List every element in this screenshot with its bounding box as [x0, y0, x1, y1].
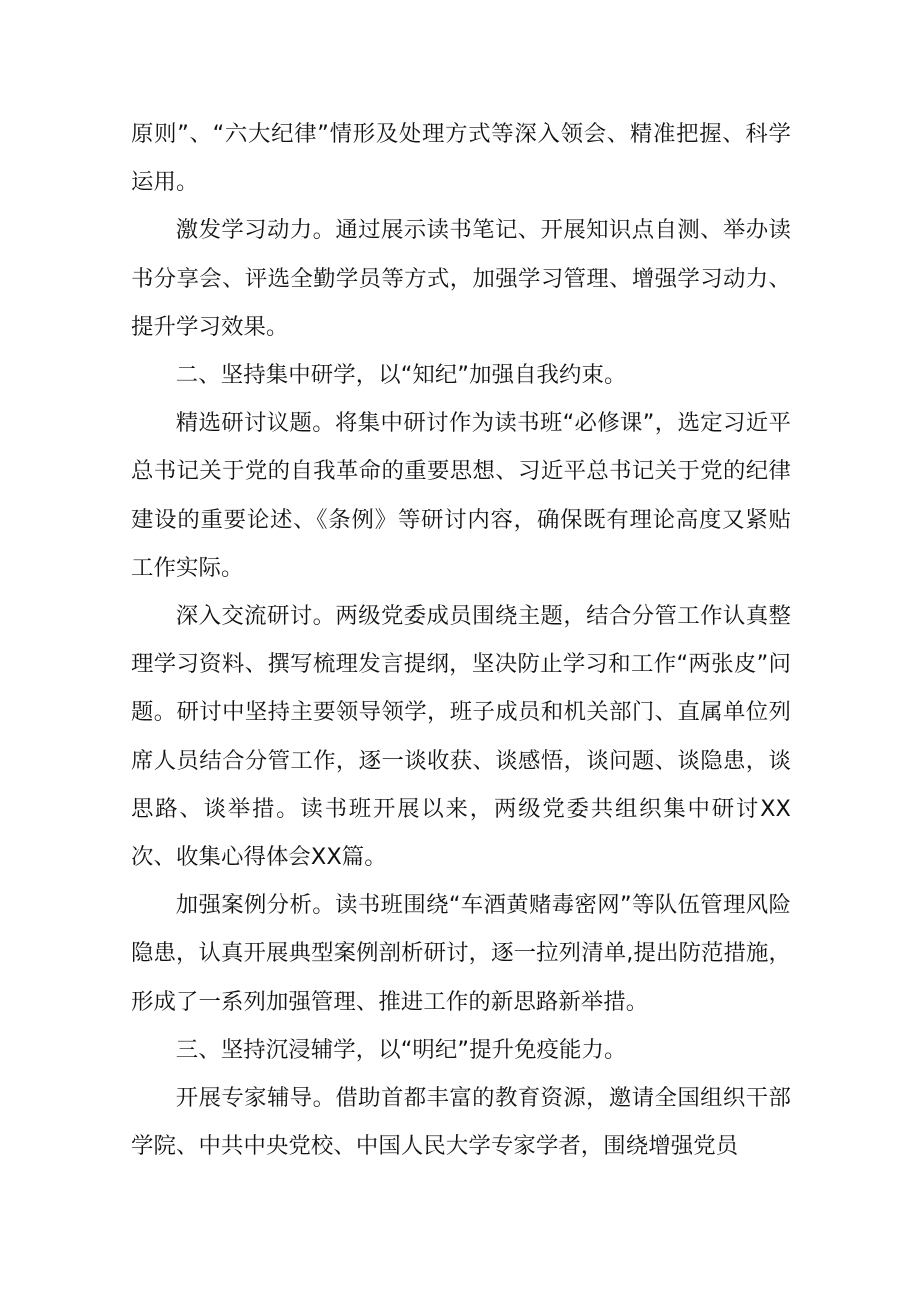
- paragraph-expert-guidance: 开展专家辅导。借助首都丰富的教育资源，邀请全国组织干部学院、中共中央党校、中国人民大学专家学者，围绕增强党员: [131, 1085, 791, 1160]
- paragraph-topics: 精选研讨议题。将集中研讨作为读书班“必修课”，选定习近平总书记关于党的自我革命的重要思想、习近平总书记关于党的纪律建设的重要论述、《条例》等研讨内容，确保既有理论高度又紧贴工作实际。: [131, 410, 791, 581]
- document-body: [131, 110, 791, 1170]
- paragraph-case-analysis: 加强案例分析。读书班围绕“车酒黄赌毒密网”等队伍管理风险隐患，认真开展典型案例剖析研讨，逐一拉列清单,提出防范措施，形成了一系列加强管理、推进工作的新思路新举措。: [131, 892, 791, 1015]
- section-heading-2: 二、坚持集中研学，以“知纪”加强自我约束。: [175, 362, 627, 389]
- paragraph-study-motivation: 激发学习动力。通过展示读书笔记、开展知识点自测、举办读书分享会、评选全勤学员等方式，加强学习管理、增强学习动力、提升学习效果。: [131, 217, 791, 340]
- section-heading-3: 三、坚持沉浸辅学，以“明纪”提升免疫能力。: [175, 1036, 627, 1063]
- paragraph-discussion: 深入交流研讨。两级党委成员围绕主题，结合分管工作认真整理学习资料、撰写梳理发言提纲，坚决防止学习和工作“两张皮”问题。研讨中坚持主要领导领学，班子成员和机关部门、直属单位列席人员结合分管工作，逐一谈收获、谈感悟，谈问题、谈隐患，谈思路、谈举措。读书班开展以来，两级党委共组织集中研讨XX次、收集心得体会XX篇。: [131, 603, 791, 871]
- paragraph-continuation: 原则”、“六大纪律”情形及处理方式等深入领会、精准把握、科学运用。: [131, 121, 791, 196]
